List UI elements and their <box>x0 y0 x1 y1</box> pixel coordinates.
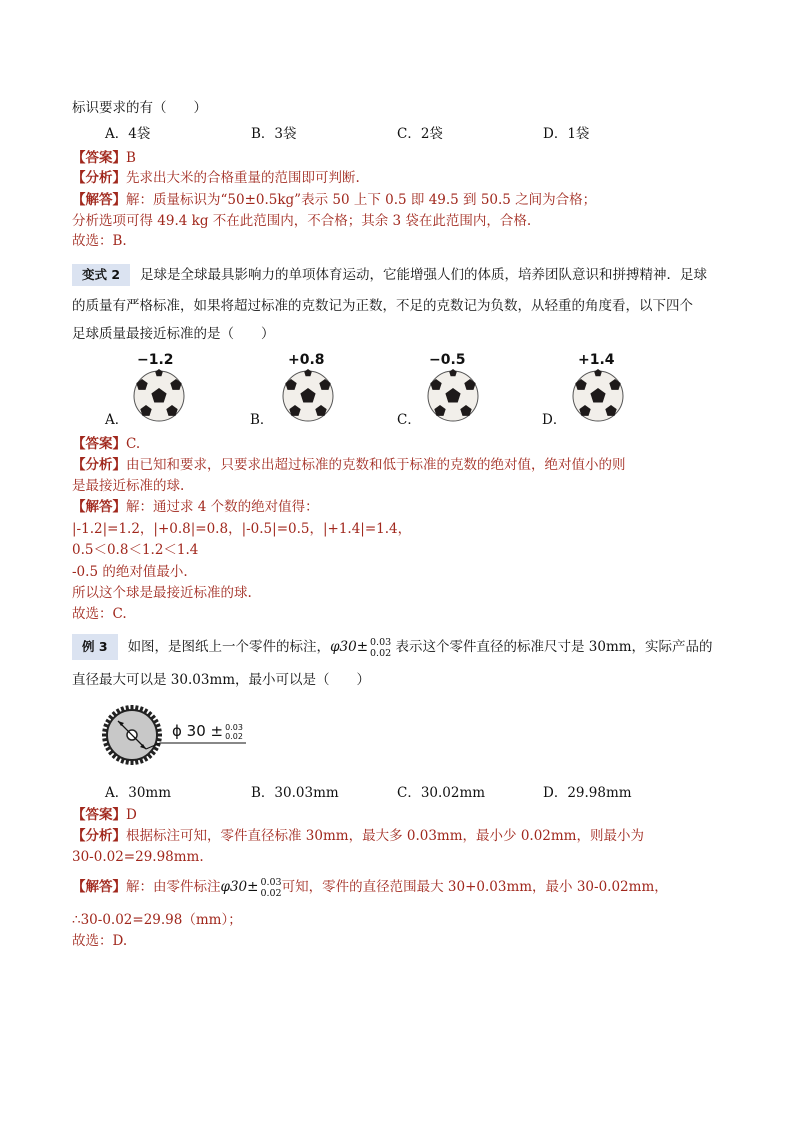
analysis-tag: 【分析】 <box>72 170 126 186</box>
option-letter: C． <box>397 412 421 428</box>
soccer-ball-icon <box>131 368 187 424</box>
option-letter: B． <box>250 412 274 428</box>
q2-answer <box>72 434 140 454</box>
q1-answer <box>72 148 136 168</box>
q2-analysis <box>72 455 626 475</box>
analysis-text: 根据标注可知，零件直径标准 30mm，最大多 0.03mm，最小少 0.02mm，则最小为 <box>126 828 644 844</box>
q1-solution-line-2: 分析选项可得 49.4 kg 不在此范围内，不合格；其余 3 袋在此范围内，合格. <box>72 213 532 229</box>
q3-analysis-line-2: 30-0.02=29.98mm. <box>72 849 204 865</box>
q1-solution <box>72 190 596 210</box>
q1-option-c: C．2袋 <box>397 126 443 142</box>
figure-tol-lower: 0.02 <box>225 731 243 741</box>
solution-tag: 【解答】 <box>72 192 126 208</box>
q1-stem-tail: 标识要求的有（ ） <box>72 100 207 116</box>
q3-label: 例 3 <box>72 634 118 660</box>
analysis-text: 先求出大米的合格重量的范围即可判断. <box>126 170 360 186</box>
answer-value: C. <box>126 436 141 452</box>
q3-stem-text: 如图，是图纸上一个零件的标注， <box>127 639 331 655</box>
q2-solution-line: -0.5 的绝对值最小. <box>72 564 188 580</box>
q3-option-d: D．29.98mm <box>543 785 632 801</box>
solution-text: 解：由零件标注 <box>126 879 221 895</box>
q2-stem-line-2: 的质量有严格标准，如果将超过标准的克数记为正数，不足的克数记为负数，从轻重的角度看，以下四个 <box>72 298 693 314</box>
q3-answer <box>72 805 137 825</box>
ball-value: −0.5 <box>429 352 466 368</box>
analysis-tag: 【分析】 <box>72 828 126 844</box>
q1-option-b: B．3袋 <box>251 126 297 142</box>
tolerance-symbol: φ30± <box>220 879 259 895</box>
q2-solution <box>72 497 319 517</box>
analysis-text: 由已知和要求，只要求出超过标准的克数和低于标准的克数的绝对值，绝对值小的则 <box>126 457 626 473</box>
q2-label: 变式 2 <box>72 264 130 286</box>
soccer-ball-icon <box>280 368 336 424</box>
figure-label <box>172 722 243 741</box>
tolerance-upper: 0.03 <box>370 636 392 648</box>
q1-option-a: A．4袋 <box>105 126 151 142</box>
q2-solution-line: 0.5＜0.8＜1.2＜1.4 <box>72 542 199 558</box>
q3-stem-text-2: 表示这个零件直径的标准尺寸是 30mm，实际产品的 <box>395 639 713 655</box>
q3-choose: 故选：D. <box>72 933 128 949</box>
q2-stem-line-1 <box>72 264 707 286</box>
ball-value: +1.4 <box>578 352 615 368</box>
figure-tol-upper: 0.03 <box>225 722 243 732</box>
q3-stem-line-2: 直径最大可以是 30.03mm，最小可以是（ ） <box>72 672 371 688</box>
q2-analysis-line-2: 是最接近标准的球. <box>72 478 185 494</box>
figure-phi-text: ϕ 30 ± <box>172 722 224 740</box>
q3-stem-line-1 <box>72 634 713 660</box>
q2-stem-text: 足球是全球最具影响力的单项体育运动，它能增强人们的体质，培养团队意识和拼搏精神．足球 <box>140 267 708 283</box>
q3-option-b: B．30.03mm <box>251 785 339 801</box>
q3-option-c: C．30.02mm <box>397 785 486 801</box>
ball-value: +0.8 <box>288 352 325 368</box>
q2-solution-line: |-1.2|=1.2，|+0.8|=0.8，|-0.5|=0.5，|+1.4|=1.4， <box>72 521 412 537</box>
tolerance-upper: 0.03 <box>260 876 282 888</box>
q1-option-d: D．1袋 <box>543 126 590 142</box>
analysis-tag: 【分析】 <box>72 457 126 473</box>
soccer-ball-icon <box>570 368 626 424</box>
q3-option-a: A．30mm <box>105 785 172 801</box>
tolerance-lower: 0.02 <box>260 887 282 899</box>
answer-tag: 【答案】 <box>72 807 126 823</box>
q3-analysis <box>72 826 644 846</box>
answer-value: B <box>126 150 136 166</box>
solution-text-2: 可知，零件的直径范围最大 30+0.03mm，最小 30-0.02mm， <box>281 879 668 895</box>
solution-line: 解：质量标识为“50±0.5kg”表示 50 上下 0.5 即 49.5 到 50.5 之间为合格； <box>126 192 597 208</box>
option-letter: A． <box>105 412 129 428</box>
q3-solution-line-2: ∴30-0.02=29.98（mm）； <box>72 912 242 928</box>
q2-solution-line: 所以这个球是最接近标准的球. <box>72 585 252 601</box>
q2-choose: 故选：C. <box>72 606 127 622</box>
answer-tag: 【答案】 <box>72 436 126 452</box>
q1-choose: 故选：B. <box>72 233 127 249</box>
q3-solution <box>72 874 668 900</box>
answer-value: D <box>126 807 137 823</box>
soccer-ball-icon <box>425 368 481 424</box>
solution-tag: 【解答】 <box>72 499 126 515</box>
q1-analysis <box>72 168 360 188</box>
ball-value: −1.2 <box>137 352 174 368</box>
tolerance-lower: 0.02 <box>370 647 392 659</box>
solution-tag: 【解答】 <box>72 879 126 895</box>
tolerance-fraction <box>370 637 391 659</box>
answer-tag: 【答案】 <box>72 150 126 166</box>
figure-tolerance <box>225 723 243 741</box>
q2-stem-line-3: 足球质量最接近标准的是（ ） <box>72 326 275 342</box>
gear-figure <box>100 702 260 772</box>
tolerance-symbol: φ30± <box>330 639 369 655</box>
option-letter: D． <box>542 412 567 428</box>
solution-text: 解：通过求 4 个数的绝对值得： <box>126 499 319 515</box>
tolerance-fraction <box>260 877 281 899</box>
